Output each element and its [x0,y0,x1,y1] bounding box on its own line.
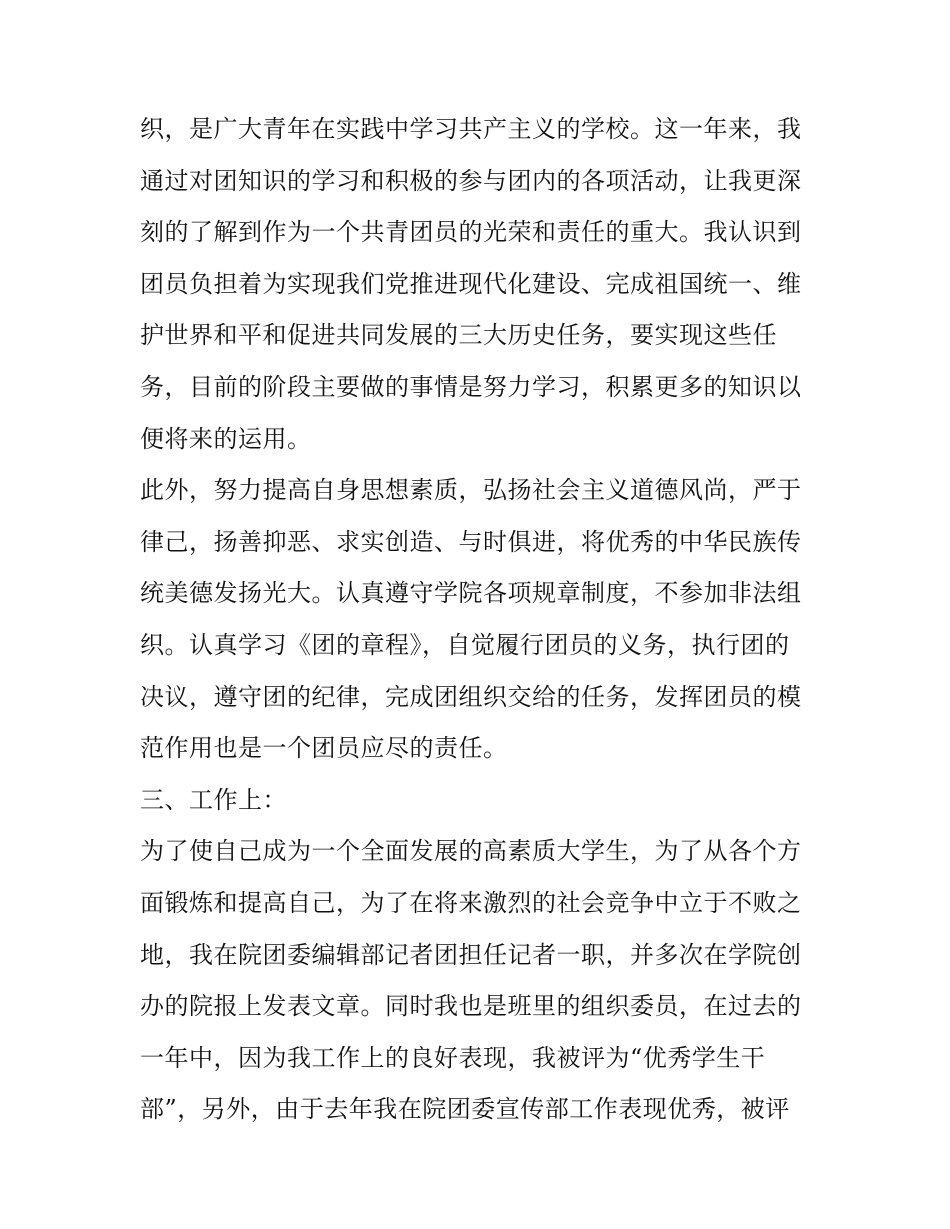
text-line: 护世界和平和促进共同发展的三大历史任务，要实现这些任 [140,321,777,350]
text-line: 面锻炼和提高自己，为了在将来激烈的社会竞争中立于不败之 [140,888,802,917]
text-line: 务，目前的阶段主要做的事情是努力学习，积累更多的知识以 [140,372,802,401]
text-line: 织，是广大青年在实践中学习共产主义的学校。这一年来，我 [140,115,802,143]
text-line: 办的院报上发表文章。同时我也是班里的组织委员，在过去的 [140,992,802,1021]
section-heading: 三、工作上： [140,785,287,814]
text-line: 决议，遵守团的纪律，完成团组织交给的任务，发挥团员的模 [140,682,802,711]
text-line: 部”，另外，由于去年我在院团委宣传部工作表现优秀，被评 [140,1095,790,1124]
text-line: 织。认真学习《团的章程》，自觉履行团员的义务，执行团的 [140,630,790,659]
text-line: 便将来的运用。 [140,424,312,453]
text-line: 范作用也是一个团员应尽的责任。 [140,734,508,763]
text-line: 地，我在院团委编辑部记者团担任记者一职，并多次在学院创 [140,940,802,969]
text-line: 刻的了解到作为一个共青团员的光荣和责任的重大。我认识到 [140,218,802,247]
document-page [140,104,820,1136]
text-line: 通过对团知识的学习和积极的参与团内的各项活动，让我更深 [140,166,802,195]
text-line: 团员负担着为实现我们党推进现代化建设、完成祖国统一、维 [140,269,802,298]
text-line: 统美德发扬光大。认真遵守学院各项规章制度，不参加非法组 [140,579,802,608]
text-line: 为了使自己成为一个全面发展的高素质大学生，为了从各个方 [140,837,802,866]
text-line: 此外，努力提高自身思想素质，弘扬社会主义道德风尚，严于 [140,476,802,505]
text-line: 一年中，因为我工作上的良好表现，我被评为“优秀学生干 [140,1043,766,1072]
text-line: 律己，扬善抑恶、求实创造、与时俱进，将优秀的中华民族传 [140,527,802,556]
